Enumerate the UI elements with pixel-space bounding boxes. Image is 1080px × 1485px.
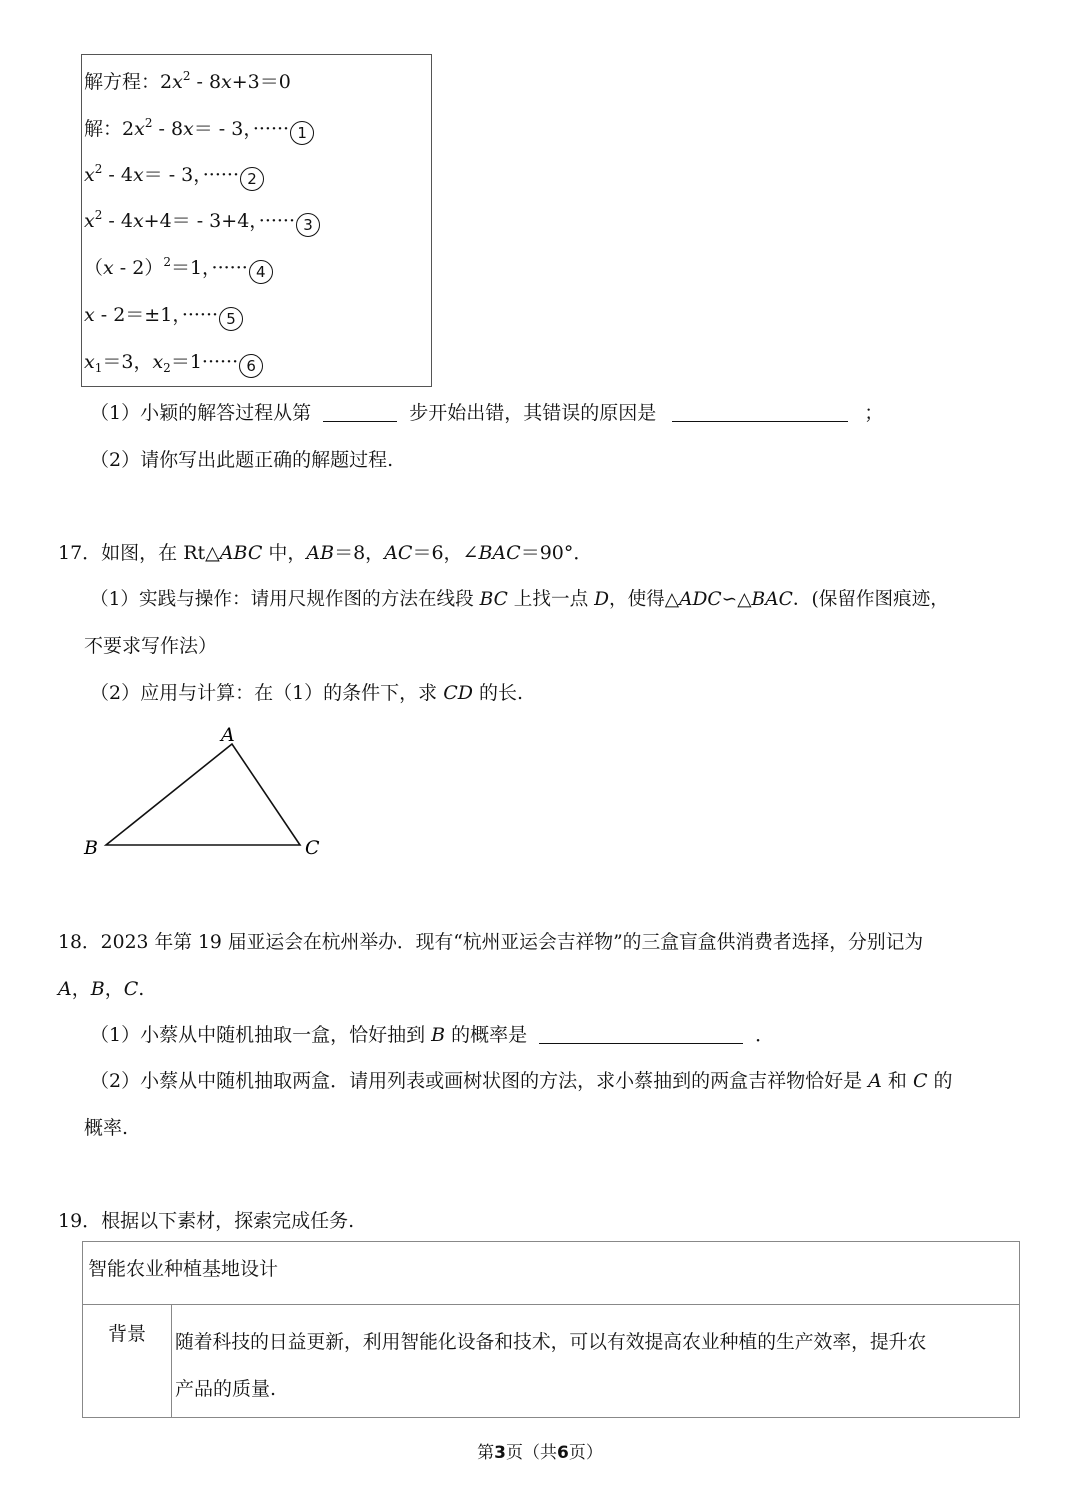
answer-blank-probability[interactable] (539, 1025, 743, 1044)
text: ，使得△ (609, 589, 680, 610)
text: ＝1，······ (170, 257, 248, 279)
text: 解方程：2 (84, 71, 173, 93)
q18-stem-cont (58, 974, 144, 1001)
text: ， (71, 978, 91, 1000)
solution-line-1 (84, 114, 314, 145)
var: AB (306, 542, 335, 564)
text: ＝ - 3，······ (143, 164, 239, 186)
solution-line-4 (84, 253, 273, 284)
step-number-2: 2 (240, 167, 264, 191)
text: ＝6，∠ (412, 542, 479, 564)
text: ． (755, 1024, 775, 1046)
text: 随着科技的日益更新，利用智能化设备和技术，可以有效提高农业种植的生产效率，提升农 (175, 1332, 927, 1353)
solution-line-3 (84, 206, 320, 237)
text: 产品的质量. (175, 1378, 277, 1400)
var: C (123, 978, 139, 1000)
step-number-1: 1 (290, 121, 314, 145)
text: ＝ - 3，······ (193, 118, 290, 140)
exp: 2 (182, 69, 191, 83)
var: x (221, 71, 232, 93)
material-table (82, 1241, 1020, 1418)
var: x (84, 304, 95, 326)
text: 第 (477, 1443, 495, 1463)
var: CD (443, 682, 473, 704)
var: BAC (478, 542, 521, 564)
triangle-abc-figure (80, 720, 340, 865)
answer-blank-reason[interactable] (672, 403, 848, 422)
solution-box (81, 54, 432, 387)
text: （2）应用与计算：在（1）的条件下，求 (90, 682, 444, 704)
text: （1）实践与操作：请用尺规作图的方法在线段 (90, 589, 480, 610)
triangle-abc (106, 744, 300, 845)
vertex-label-c: C (305, 837, 320, 859)
var: B (431, 1024, 446, 1046)
exp: 2 (144, 116, 153, 130)
row-label-background: 背景 (83, 1305, 172, 1418)
q17-part1-cont: 不要求写作法） (84, 635, 218, 657)
var: A (868, 1070, 882, 1092)
page-total: 6 (557, 1443, 569, 1463)
step-number-3: 3 (296, 213, 320, 237)
var: D (594, 589, 609, 610)
var: x (152, 351, 164, 373)
q18-stem: 18．2023 年第 19 届亚运会在杭州举办．现有“杭州亚运会吉祥物”的三盒盲盒供消费者选择，分别记为 (58, 932, 924, 953)
text: - 4 (102, 210, 133, 232)
step-number-5: 5 (219, 307, 243, 331)
text: . (138, 978, 145, 1000)
var: x (183, 118, 194, 140)
text: - 2＝±1，······ (94, 304, 219, 326)
var: x (132, 164, 144, 186)
text: （ (84, 257, 104, 279)
var: ADC (679, 589, 722, 610)
q19-stem: 19．根据以下素材，探索完成任务. (58, 1210, 355, 1232)
var: x (172, 71, 183, 93)
text: - 8 (190, 71, 222, 93)
q17-part1 (90, 585, 949, 611)
text: ＝3， (102, 351, 153, 373)
var: AC (384, 542, 413, 564)
text: 中， (262, 542, 307, 564)
text: ．(保留作图痕迹， (792, 589, 949, 610)
table-header-row (83, 1242, 1020, 1305)
q18-part2 (90, 1066, 953, 1093)
solution-line-6 (84, 347, 263, 378)
var: B (90, 978, 105, 1000)
text: - 8 (152, 118, 184, 140)
table-header-cell: 智能农业种植基地设计 (83, 1242, 1020, 1305)
table-row (83, 1305, 1020, 1418)
text: 的 (927, 1070, 953, 1092)
q16-part1 (90, 398, 883, 425)
text: ， (104, 978, 124, 1000)
q18-part1 (90, 1020, 774, 1047)
text: ； (864, 402, 884, 424)
q17-part2 (90, 678, 523, 705)
subscript: 2 (163, 361, 171, 375)
text: ＝1······ (170, 351, 239, 373)
text: 页（共 (506, 1443, 557, 1463)
solution-line-0 (84, 67, 291, 94)
subscript: 1 (94, 361, 103, 375)
var: x (84, 210, 95, 232)
var: ABC (219, 542, 263, 564)
text: - 4 (102, 164, 133, 186)
text: ＝8， (334, 542, 385, 564)
text: 上找一点 (507, 589, 595, 610)
text: 的概率是 (445, 1024, 528, 1046)
var: BC (479, 589, 508, 610)
var: x (84, 164, 95, 186)
text: 步开始出错，其错误的原因是 (409, 402, 657, 424)
exp: 2 (94, 162, 103, 176)
exp: 2 (94, 208, 103, 222)
text: ∽△ (721, 589, 752, 610)
exp: 2 (163, 255, 171, 269)
q16-part2: （2）请你写出此题正确的解题过程. (90, 449, 394, 471)
text: 的长. (473, 682, 524, 704)
text: 17．如图，在 Rt△ (58, 542, 220, 564)
vertex-label-a: A (221, 724, 235, 746)
text: （2）小蔡从中随机抽取两盒．请用列表或画树状图的方法，求小蔡抽到的两盒吉祥物恰好是 (90, 1070, 869, 1092)
step-number-4: 4 (249, 260, 273, 284)
text: （1）小蔡从中随机抽取一盒，恰好抽到 (90, 1024, 432, 1046)
text: 页） (568, 1443, 603, 1463)
text: - 2） (113, 257, 164, 279)
var: x (84, 351, 95, 373)
solution-line-2 (84, 160, 264, 191)
var: x (103, 257, 114, 279)
page-footer (0, 1438, 1080, 1463)
text: ＝90°． (520, 542, 593, 564)
text: 和 (881, 1070, 913, 1092)
text: +4＝ - 3+4，······ (143, 210, 296, 232)
text: 解：2 (84, 118, 135, 140)
step-number-6: 6 (239, 354, 263, 378)
page-number: 3 (494, 1443, 506, 1463)
vertex-label-b: B (84, 837, 98, 859)
var: x (134, 118, 145, 140)
answer-blank-step[interactable] (323, 403, 397, 422)
var: x (132, 210, 144, 232)
var: A (58, 978, 72, 1000)
q17-stem (58, 538, 592, 565)
var: C (912, 1070, 928, 1092)
text: （1）小颖的解答过程从第 (90, 402, 312, 424)
var: BAC (751, 589, 793, 610)
solution-line-5 (84, 300, 243, 331)
text: +3＝0 (231, 71, 291, 93)
row-content-background (172, 1305, 1020, 1418)
q18-part2-cont: 概率. (84, 1117, 129, 1139)
